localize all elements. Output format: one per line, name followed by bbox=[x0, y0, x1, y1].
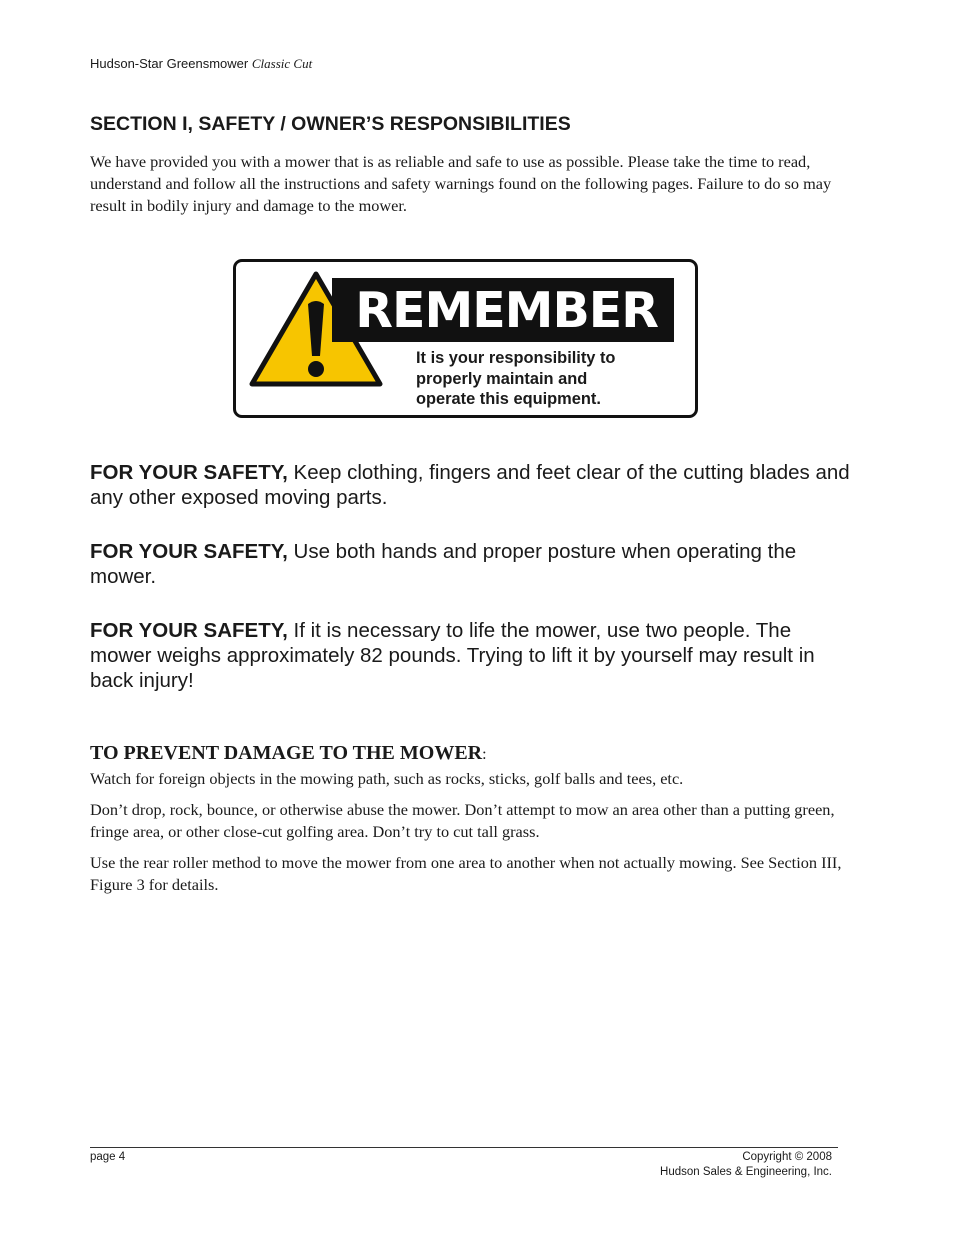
safety-item bbox=[90, 539, 850, 589]
safety-item bbox=[90, 460, 850, 510]
damage-paragraph: Watch for foreign objects in the mowing path, such as rocks, sticks, golf balls and tees, etc. bbox=[90, 769, 684, 788]
damage-heading-colon: : bbox=[482, 746, 487, 763]
footer-copyright bbox=[660, 1150, 832, 1180]
safety-item bbox=[90, 618, 850, 693]
sign-message bbox=[416, 348, 676, 410]
safety-text: If it is necessary to life the mower, use two people. The mower weighs approximately 82 pounds. Trying to lift it by yourself may result in back injury! bbox=[90, 619, 815, 692]
damage-paragraph: Don’t drop, rock, bounce, or otherwise abuse the mower. Don’t attempt to mow an area other than a putting green, fringe area, or other close-cut golfing area. Don’t try to cut tall grass. bbox=[90, 800, 835, 841]
sign-banner bbox=[332, 278, 674, 342]
safety-lead: FOR YOUR SAFETY, bbox=[90, 461, 288, 484]
copyright-line: Copyright © 2008 bbox=[742, 1151, 832, 1163]
footer-divider bbox=[90, 1147, 838, 1148]
damage-heading bbox=[90, 742, 487, 765]
sign-message-line: operate this equipment. bbox=[416, 390, 601, 408]
header-subtitle: Classic Cut bbox=[251, 56, 313, 71]
page-number: page 4 bbox=[90, 1151, 126, 1163]
sign-banner-text: REMEMBER bbox=[355, 281, 658, 339]
intro-paragraph: We have provided you with a mower that is as reliable and safe to use as possible. Please take the time to read, understand and follow all the instructions and safety warnings found on the following pages. Failure to do so may result in bodily injury and damage to the mower. bbox=[90, 152, 832, 215]
section-title: SECTION I, SAFETY / OWNER’S RESPONSIBILITIES bbox=[90, 113, 571, 135]
damage-paragraph: Use the rear roller method to move the mower from one area to another when not actually mowing. See Section III, Figure 3 for details. bbox=[90, 853, 842, 894]
damage-heading-text: TO PREVENT DAMAGE TO THE MOWER bbox=[90, 742, 483, 764]
sign-message-line: It is your responsibility to bbox=[416, 349, 616, 367]
safety-lead: FOR YOUR SAFETY, bbox=[90, 540, 288, 563]
header-title: Hudson-Star Greensmower bbox=[90, 56, 249, 71]
sign-message-line: properly maintain and bbox=[416, 369, 588, 388]
company-name: Hudson Sales & Engineering, Inc. bbox=[660, 1166, 832, 1178]
running-header bbox=[90, 56, 312, 72]
safety-text: Use both hands and proper posture when operating the mower. bbox=[90, 540, 797, 588]
safety-lead: FOR YOUR SAFETY, bbox=[90, 619, 288, 642]
safety-text: Keep clothing, fingers and feet clear of the cutting blades and any other exposed moving parts. bbox=[90, 461, 850, 509]
remember-sign bbox=[233, 259, 698, 418]
